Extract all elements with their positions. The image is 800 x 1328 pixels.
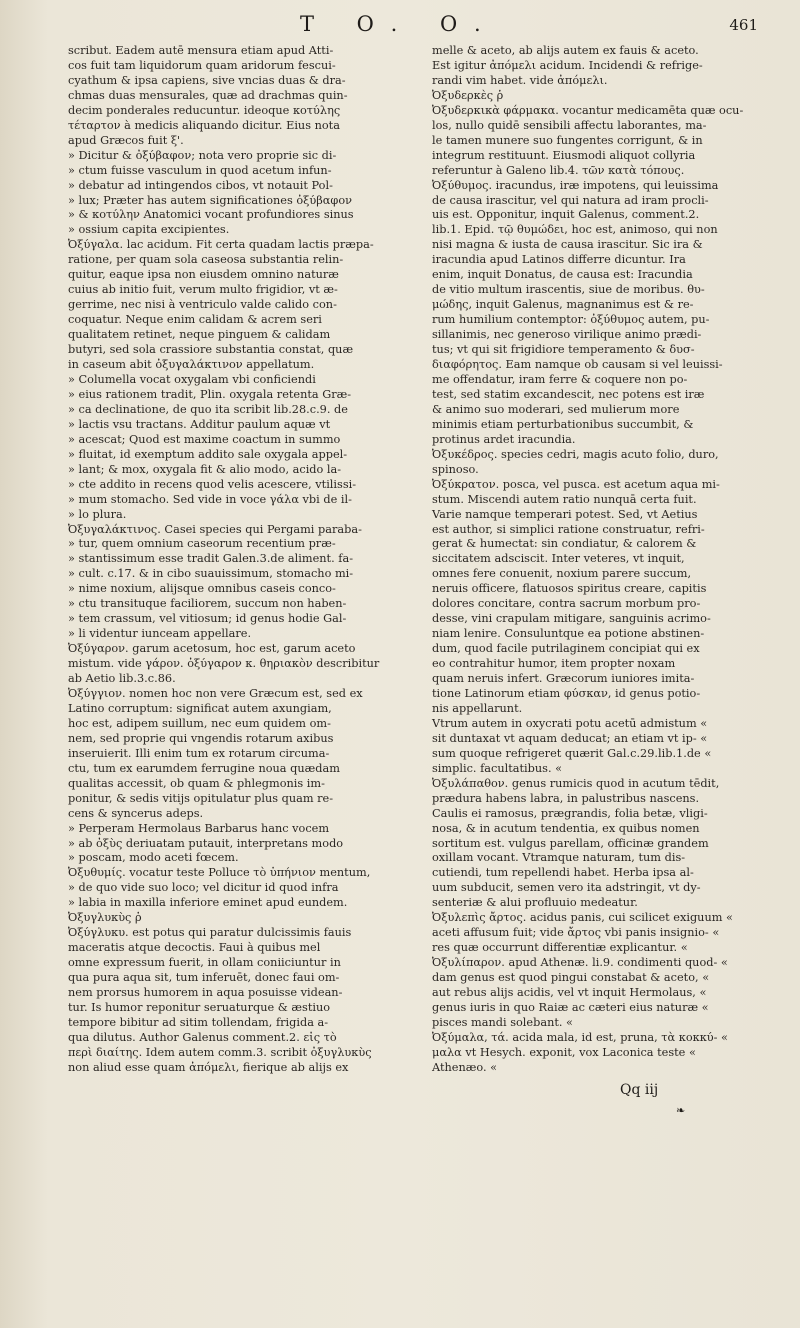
text-line: tempore bibitur ad sitim tollendam, frigida a- — [68, 1015, 329, 1029]
text-line: sortitum est. vulgus parellam, officinæ grandem — [432, 836, 709, 850]
text-line: sum quoque refrigeret quærit Gal.c.29.lib.1.de « — [432, 746, 712, 760]
text-line: senteriæ & alui profluuio medeatur. — [432, 896, 638, 910]
text-line: » cult. c.17. & in cibo suauissimum, stomacho mi- — [68, 567, 354, 581]
text-line: pisces mandi solebant. « — [432, 1015, 573, 1029]
text-line: omnes fere conuenit, noxium parere succum, — [432, 567, 692, 581]
text-line: aceti affusum fuit; vide ἄρτος vbi panis insignio- « — [432, 926, 720, 940]
page-number: 461 — [729, 16, 758, 34]
text-line: integrum restituunt. Eiusmodi aliquot collyria — [432, 148, 696, 162]
text-line: spinoso. — [432, 462, 479, 476]
text-line: cutiendi, tum repellendi habet. Herba ipsa al- — [432, 866, 694, 880]
text-line: » lux; Præter has autem significationes ὀξύβαφον — [68, 193, 352, 207]
text-line: los, nullo quidē sensibili affectu laborantes, ma- — [432, 118, 707, 132]
text-line: Varie namque temperari potest. Sed, vt Aetius — [432, 507, 698, 521]
text-line: gerat & humectat: sin condiatur, & calorem & — [432, 537, 697, 551]
text-line: sillanimis, nec generoso virilique animo prædi- — [432, 328, 702, 342]
text-line: & animo suo moderari, sed mulierum more — [432, 402, 680, 416]
text-line: » tur, quem omnium caseorum recentium præ- — [68, 537, 336, 551]
text-line: Ὀξυλάπαθον. genus rumicis quod in acutum tēdit, — [432, 776, 720, 790]
text-line: » lant; & mox, oxygala fit & alio modo, acido la- — [68, 462, 342, 476]
text-line: tus; vt qui sit frigidiore temperamento & δυσ- — [432, 343, 695, 357]
text-line: Caulis ei ramosus, prægrandis, folia betæ, vligi- — [432, 806, 708, 820]
text-line: Ὀξυλεπὶς ἄρτος. acidus panis, cui scilicet exiguum « — [432, 911, 733, 925]
text-line: » de quo vide suo loco; vel dicitur id quod infra — [68, 881, 339, 895]
text-line: ctu, tum ex earumdem ferrugine noua quædam — [68, 761, 340, 775]
text-line: τέταρτον à medicis aliquando dicitur. Eius nota — [68, 118, 340, 132]
text-line: butyri, sed sola crassiore substantia constat, quæ — [68, 343, 354, 357]
text-line: nis appellarunt. — [432, 701, 523, 715]
text-line: nisi magna & iusta de causa irascitur. Sic ira & — [432, 238, 703, 252]
text-line: protinus ardet iracundia. — [432, 432, 576, 446]
text-line: » ca declinatione, de quo ita scribit lib.28.c.9. de — [68, 402, 348, 416]
text-line: dum, quod facile putrilaginem concipiat qui ex — [432, 642, 700, 656]
text-line: in caseum abit ὀξυγαλάκτινον appellatum. — [68, 358, 315, 372]
text-line: oxillam vocant. Vtramque naturam, tum dis- — [432, 851, 686, 865]
text-line: cuius ab initio fuit, verum multo frigidior, vt æ- — [68, 283, 338, 297]
text-line: » & κοτύλην Anatomici vocant profundiores sinus — [68, 208, 354, 222]
text-line: » nime noxium, alijsque omnibus caseis conco- — [68, 582, 336, 596]
text-line: dam genus est quod pingui constabat & aceto, « — [432, 971, 710, 985]
text-line: » poscam, modo aceti fœcem. — [68, 851, 239, 865]
text-line: rum humilium contemptor: ὀξύθυμος autem, pu- — [432, 313, 710, 327]
text-line: » ctum fuisse vasculum in quod acetum infun- — [68, 163, 332, 177]
text-line: Ὀξύγαρον. garum acetosum, hoc est, garum aceto — [68, 642, 356, 656]
text-line: ponitur, & sedis vitijs opitulatur plus quam re- — [68, 791, 334, 805]
text-line: Ὀξύθυμος. iracundus, iræ impotens, qui leuissima — [432, 178, 719, 192]
text-line: tur. Is humor reponitur seruaturque & æstiuo — [68, 1001, 331, 1014]
text-line: » eius rationem tradit, Plin. oxygala retenta Græ- — [68, 387, 352, 401]
text-line: dolores concitare, contra sacrum morbum pro- — [432, 597, 701, 611]
text-line: genus iuris in quo Raiæ ac cæteri eius naturæ « — [432, 1001, 709, 1014]
text-line: » ab ὀξὺς deriuatam putauit, interpretans modo — [68, 836, 344, 850]
text-line: quam neruis infert. Græcorum iuniores imita- — [432, 672, 695, 686]
text-line: apud Græcos fuit ξ'. — [68, 133, 184, 147]
text-line: mistum. vide γάρον. ὀξύγαρον κ. θηριακὸν describitur — [68, 657, 380, 671]
text-line: referuntur à Galeno lib.4. τῶν κατὰ τόπους. — [432, 163, 685, 177]
text-line: ab Aetio lib.3.c.86. — [68, 672, 176, 686]
page-header — [0, 12, 800, 38]
text-line: nosa, & in acutum tendentia, ex quibus nomen — [432, 821, 700, 835]
text-line: niam lenire. Consuluntque ea potione abstinen- — [432, 627, 705, 641]
text-line: Latino corruptum: significat autem axungiam, — [68, 701, 332, 715]
text-line: Ὀξύγλυκυ. est potus qui paratur dulcissimis fauis — [68, 926, 352, 940]
text-line: res quæ occurrunt differentiæ explicantur. « — [432, 941, 688, 955]
text-line: uis est. Opponitur, inquit Galenus, comment.2. — [432, 208, 700, 222]
text-line: me offendatur, iram ferre & coquere non po- — [432, 372, 688, 386]
text-line: » Dicitur & ὀξύβαφον; nota vero proprie sic di- — [68, 148, 337, 162]
text-line: » fluitat, id exemptum addito sale oxygala appel- — [68, 447, 348, 461]
text-line: μώδης, inquit Galenus, magnanimus est & re- — [432, 298, 694, 312]
text-line: hoc est, adipem suillum, nec eum quidem om- — [68, 716, 331, 730]
text-line: qualitatem retinet, neque pinguem & calidam — [68, 328, 331, 342]
text-line: eo contrahitur humor, item propter noxam — [432, 657, 676, 671]
ornament-icon: ❧ — [676, 1104, 686, 1117]
text-line: prædura habens labra, in palustribus nascens. — [432, 791, 700, 805]
text-line: desse, vini crapulam mitigare, sanguinis acrimo- — [432, 612, 711, 626]
text-line: omne expressum fuerit, in ollam coniiciuntur in — [68, 956, 341, 970]
text-line: Ὀξυγλυκὺς ῥ — [68, 911, 142, 925]
signature-mark: Qq iij — [620, 1082, 659, 1098]
text-line: » ossium capita excipientes. — [68, 223, 230, 237]
text-line: ratione, per quam sola caseosa substantia relin- — [68, 253, 344, 267]
text-line: » acescat; Quod est maxime coactum in summo — [68, 432, 341, 446]
text-line: minimis etiam perturbationibus succumbit, & — [432, 417, 694, 431]
text-line: Ὀξύκρατον. posca, vel pusca. est acetum aqua mi- — [432, 477, 720, 491]
text-line: Est igitur ἀπόμελι acidum. Incidendi & refrige- — [432, 58, 703, 72]
text-line: le tamen munere suo fungentes corrigunt, & in — [432, 133, 703, 147]
text-line: » lactis vsu tractans. Additur paulum aquæ vt — [68, 417, 331, 431]
text-line: cens & syncerus adeps. — [68, 806, 204, 820]
text-line: de causa irascitur, vel qui natura ad iram procli- — [432, 193, 709, 207]
running-title: T O. O. — [300, 12, 499, 36]
text-line: enim, inquit Donatus, de causa est: Iracundia — [432, 268, 693, 282]
text-line: est author, si simplici ratione construatur, refri- — [432, 522, 705, 536]
text-line: gerrime, nec nisi à ventriculo valde calido con- — [68, 298, 337, 312]
text-line: Ὀξυδερκὲς ῥ — [432, 88, 504, 102]
text-line: non aliud esse quam ἀπόμελι, fierique ab alijs ex — [68, 1060, 349, 1074]
text-line: coquatur. Neque enim calidam & acrem seri — [68, 313, 322, 327]
text-line: περὶ διαίτης. Idem autem comm.3. scribit ὀξυγλυκὺς — [68, 1045, 372, 1059]
text-line: chmas duas mensurales, quæ ad drachmas quin- — [68, 88, 348, 102]
text-line: nem prorsus humorem in aqua posuisse videan- — [68, 986, 343, 1000]
text-line: qua pura aqua sit, tum inferuēt, donec faui om- — [68, 971, 340, 985]
text-line: » tem crassum, vel vitiosum; id genus hodie Gal- — [68, 612, 347, 626]
text-line: cyathum & ipsa capiens, sive vncias duas & dra- — [68, 73, 346, 87]
text-line: μαλα vt Hesych. exponit, vox Laconica teste « — [432, 1045, 696, 1059]
text-line: stum. Miscendi autem ratio nunquā certa fuit. — [432, 492, 697, 506]
text-line: decim ponderales reducuntur. ideoque κοτύλης — [68, 103, 341, 117]
text-line: Ὀξυθυμίς. vocatur teste Polluce τὸ ὑπήνιον mentum, — [68, 866, 371, 880]
text-line: simplic. facultatibus. « — [432, 761, 563, 775]
text-line: quitur, eaque ipsa non eiusdem omnino naturæ — [68, 268, 339, 282]
text-line: » cte addito in recens quod velis acescere, vtilissi- — [68, 477, 357, 491]
text-line: Ὀξυλίπαρον. apud Athenæ. li.9. condimenti quod- « — [432, 956, 728, 970]
text-line: » mum stomacho. Sed vide in voce γάλα vbi de il- — [68, 492, 352, 506]
text-line: Ὀξυγαλάκτινος. Casei species qui Pergami paraba- — [68, 522, 362, 536]
text-line: neruis officere, flatuosos spiritus creare, capitis — [432, 582, 707, 596]
text-line: Ὀξυδερκικὰ φάρμακα. vocantur medicamēta quæ ocu- — [432, 103, 744, 117]
text-line: » li videntur iunceam appellare. — [68, 627, 252, 641]
text-line: Ὀξυκέδρος. species cedri, magis acuto folio, duro, — [432, 447, 719, 461]
text-line: sit duntaxat vt aquam deducat; an etiam vt ip- « — [432, 731, 708, 745]
text-line: uum subducit, semen vero ita adstringit, vt dy- — [432, 881, 701, 895]
text-line: Ὀξύμαλα, τά. acida mala, id est, pruna, τὰ κοκκύ- « — [432, 1030, 728, 1044]
text-line: Ὀξύγαλα. lac acidum. Fit certa quadam lactis præpa- — [68, 238, 374, 252]
left-column — [68, 44, 416, 1076]
text-line: test, sed statim excandescit, nec potens est iræ — [432, 387, 705, 401]
text-line: siccitatem adsciscit. Inter veteres, vt inquit, — [432, 552, 685, 566]
text-line: nem, sed proprie qui vngendis rotarum axibus — [68, 731, 334, 745]
text-line: διαφόρητος. Eam namque ob causam si vel leuissi- — [432, 358, 723, 372]
text-line: randi vim habet. vide ἀπόμελι. — [432, 73, 608, 87]
text-line: Ὀξύγγιον. nomen hoc non vere Græcum est, sed ex — [68, 686, 363, 700]
text-line: » debatur ad intingendos cibos, vt notauit Pol- — [68, 178, 333, 192]
text-line: maceratis atque decoctis. Faui à quibus mel — [68, 941, 321, 955]
text-line: » stantissimum esse tradit Galen.3.de aliment. fa- — [68, 552, 354, 566]
text-line: melle & aceto, ab alijs autem ex fauis & aceto. — [432, 44, 699, 57]
text-line: qua dilutus. Author Galenus comment.2. εἰς τὸ — [68, 1030, 337, 1044]
text-line: Vtrum autem in oxycrati potu acetū admistum « — [432, 716, 708, 730]
text-line: tione Latinorum etiam φύσκαν, id genus potio- — [432, 686, 701, 700]
text-line: de vitio multum irascentis, siue de moribus. θυ- — [432, 283, 705, 297]
text-line: scribut. Eadem autē mensura etiam apud Atti- — [68, 44, 334, 57]
text-line: » Columella vocat oxygalam vbi conficiendi — [68, 372, 316, 386]
text-line: » lo plura. — [68, 507, 127, 521]
text-line: » ctu transituque faciliorem, succum non haben- — [68, 597, 347, 611]
text-line: cos fuit tam liquidorum quam aridorum fescui- — [68, 58, 336, 72]
text-line: qualitas accessit, ob quam & phlegmonis im- — [68, 776, 325, 790]
text-line: aut rebus alijs acidis, vel vt inquit Hermolaus, « — [432, 986, 707, 1000]
text-line: iracundia apud Latinos differre dicuntur. Ira — [432, 253, 686, 267]
text-line: » Perperam Hermolaus Barbarus hanc vocem — [68, 821, 330, 835]
text-line: Athenæo. « — [432, 1060, 498, 1074]
right-column — [432, 44, 780, 1076]
text-line: » labia in maxilla inferiore eminet apud eundem. — [68, 896, 348, 910]
text-line: inseruierit. Illi enim tum ex rotarum circuma- — [68, 746, 330, 760]
text-line: lib.1. Epid. τῷ θυμώδει, hoc est, animoso, qui non — [432, 223, 718, 237]
